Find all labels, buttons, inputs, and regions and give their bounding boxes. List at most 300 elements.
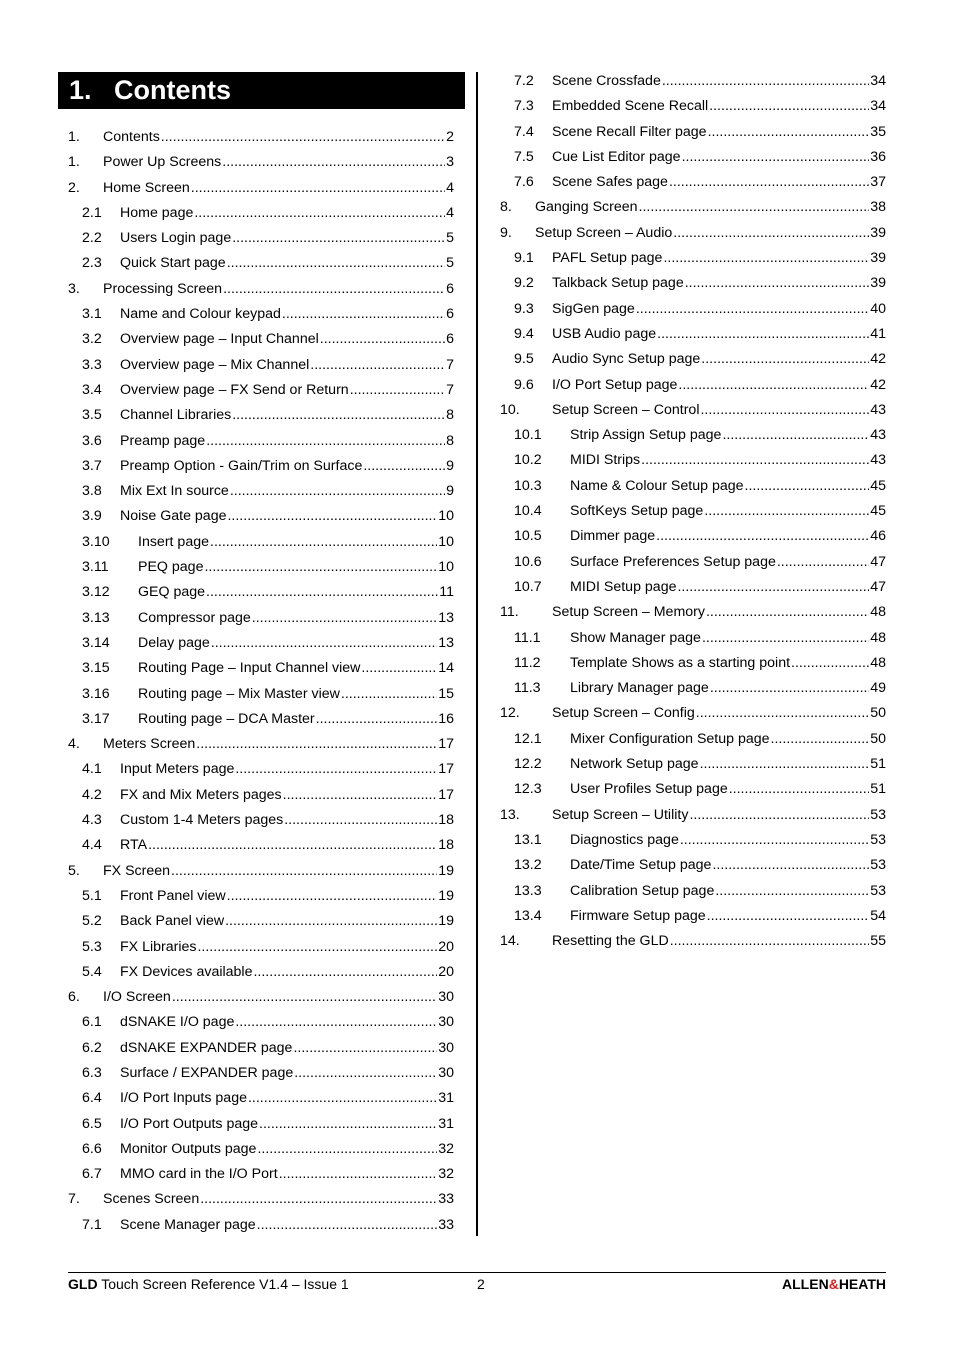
toc-entry-title: I/O Port Setup page [552, 376, 678, 393]
toc-dot-leader [662, 69, 869, 94]
toc-dot-leader [259, 1112, 437, 1137]
toc-entry-page: 48 [870, 629, 886, 646]
toc-entry[interactable] [68, 1086, 454, 1111]
toc-entry-page: 51 [870, 781, 886, 798]
toc-entry-title: Template Shows as a starting point [570, 654, 791, 671]
toc-entry[interactable] [500, 347, 886, 372]
toc-dot-leader [197, 935, 437, 960]
toc-entry-number: 6. [68, 989, 80, 1006]
toc-entry-title: Preamp Option - Gain/Trim on Surface [120, 457, 363, 474]
toc-entry-title: Channel Libraries [120, 407, 232, 424]
toc-entry-number: 2.3 [82, 255, 102, 272]
toc-entry-leader-line [103, 176, 454, 201]
toc-entry-leader-line [570, 524, 886, 549]
toc-entry[interactable] [500, 398, 886, 423]
toc-entry[interactable] [68, 732, 454, 757]
toc-entry-page: 8 [446, 432, 454, 449]
toc-entry-number: 10.3 [514, 477, 542, 494]
toc-entry-title: Firmware Setup page [570, 907, 706, 924]
toc-entry-leader-line [120, 833, 454, 858]
toc-entry-title: User Profiles Setup page [570, 781, 728, 798]
toc-entry[interactable] [68, 176, 454, 201]
toc-entry-number: 4.4 [82, 837, 102, 854]
toc-entry-leader-line [120, 327, 454, 352]
toc-entry-leader-line [535, 195, 886, 220]
toc-dot-leader [361, 656, 437, 681]
toc-entry-leader-line [138, 682, 454, 707]
heading-title: Contents [114, 75, 231, 105]
footer-page-number: 2 [477, 1276, 485, 1292]
toc-entry-leader-line [570, 879, 886, 904]
contents-heading [58, 72, 465, 109]
toc-entry-title: FX Screen [103, 862, 171, 879]
toc-entry-page: 50 [870, 730, 886, 747]
toc-dot-leader [673, 221, 869, 246]
toc-entry-number: 3. [68, 280, 80, 297]
toc-entry-leader-line [120, 454, 454, 479]
toc-entry[interactable] [500, 676, 886, 701]
toc-entry-title: Custom 1-4 Meters pages [120, 812, 284, 829]
toc-dot-leader [232, 226, 445, 251]
toc-entry-title: Quick Start page [120, 255, 226, 272]
toc-entry[interactable] [500, 474, 886, 499]
toc-entry[interactable] [500, 904, 886, 929]
toc-entry-number: 8. [500, 199, 512, 216]
toc-entry[interactable] [500, 803, 886, 828]
toc-entry[interactable] [68, 682, 454, 707]
toc-entry[interactable] [68, 353, 454, 378]
toc-entry[interactable] [68, 859, 454, 884]
toc-entry[interactable] [500, 246, 886, 271]
toc-entry-title: Monitor Outputs page [120, 1140, 257, 1157]
toc-entry-leader-line [103, 277, 454, 302]
toc-entry-page: 35 [870, 123, 886, 140]
toc-dot-leader [771, 727, 870, 752]
toc-entry-title: Library Manager page [570, 680, 709, 697]
toc-entry-page: 53 [870, 806, 886, 823]
toc-entry[interactable] [68, 530, 454, 555]
toc-dot-leader [682, 145, 870, 170]
toc-entry[interactable] [68, 201, 454, 226]
toc-entry[interactable] [68, 580, 454, 605]
toc-entry-title: PAFL Setup page [552, 250, 663, 267]
toc-entry[interactable] [500, 145, 886, 170]
toc-entry-title: dSNAKE EXPANDER page [120, 1039, 293, 1056]
toc-entry[interactable] [500, 170, 886, 195]
toc-entry[interactable] [68, 606, 454, 631]
toc-entry[interactable] [68, 277, 454, 302]
toc-entry[interactable] [68, 631, 454, 656]
toc-entry[interactable] [68, 935, 454, 960]
toc-entry-title: Front Panel view [120, 887, 226, 904]
toc-entry-leader-line [552, 322, 886, 347]
toc-entry[interactable] [500, 499, 886, 524]
toc-entry[interactable] [500, 373, 886, 398]
toc-entry-number: 7.5 [514, 148, 534, 165]
toc-entry-page: 13 [438, 609, 454, 626]
toc-entry[interactable] [500, 777, 886, 802]
toc-entry-page: 19 [438, 887, 454, 904]
toc-entry-title: Calibration Setup page [570, 882, 715, 899]
toc-entry-leader-line [570, 777, 886, 802]
toc-entry[interactable] [68, 1187, 454, 1212]
toc-entry-leader-line [138, 631, 454, 656]
toc-entry-title: Delay page [138, 634, 210, 651]
toc-entry-title: Resetting the GLD [552, 933, 669, 950]
toc-entry[interactable] [68, 1112, 454, 1137]
toc-dot-leader [211, 631, 437, 656]
toc-entry-page: 17 [438, 761, 454, 778]
toc-entry-leader-line [552, 69, 886, 94]
toc-entry-number: 9.3 [514, 300, 534, 317]
toc-entry-title: I/O Screen [103, 989, 171, 1006]
toc-entry[interactable] [68, 757, 454, 782]
toc-entry[interactable] [500, 195, 886, 220]
toc-dot-leader [656, 524, 869, 549]
toc-entry-number: 11. [500, 604, 519, 621]
toc-entry-page: 34 [870, 98, 886, 115]
toc-entry-number: 3.2 [82, 331, 102, 348]
toc-entry-page: 10 [438, 508, 454, 525]
toc-entry[interactable] [68, 251, 454, 276]
toc-entry-leader-line [120, 1086, 454, 1111]
toc-entry[interactable] [68, 960, 454, 985]
toc-entry[interactable] [500, 221, 886, 246]
toc-entry-title: USB Audio page [552, 325, 657, 342]
toc-entry-page: 20 [438, 963, 454, 980]
toc-entry-leader-line [120, 429, 454, 454]
toc-dot-leader [210, 530, 437, 555]
footer-brand-logo [782, 1276, 886, 1292]
toc-entry[interactable] [500, 271, 886, 296]
toc-dot-leader [257, 1137, 437, 1162]
toc-entry[interactable] [68, 1137, 454, 1162]
toc-entry[interactable] [500, 448, 886, 473]
toc-entry-page: 55 [870, 933, 886, 950]
toc-entry[interactable] [500, 828, 886, 853]
toc-entry[interactable] [68, 833, 454, 858]
toc-dot-leader [685, 271, 870, 296]
toc-dot-leader [709, 94, 869, 119]
toc-entry-leader-line [138, 707, 454, 732]
toc-entry-page: 31 [438, 1090, 454, 1107]
toc-entry[interactable] [500, 651, 886, 676]
toc-entry-title: Overview page – Mix Channel [120, 356, 310, 373]
toc-entry-number: 5.3 [82, 938, 102, 955]
toc-entry-page: 9 [446, 457, 454, 474]
toc-entry-page: 36 [870, 148, 886, 165]
toc-entry-number: 3.9 [82, 508, 102, 525]
toc-entry[interactable] [68, 327, 454, 352]
toc-dot-leader [257, 1213, 438, 1238]
toc-dot-leader [206, 580, 438, 605]
toc-dot-leader [669, 170, 869, 195]
toc-entry-number: 6.1 [82, 1014, 102, 1031]
toc-entry-page: 47 [870, 578, 886, 595]
toc-entry-number: 9.1 [514, 250, 534, 267]
toc-entry-page: 39 [870, 275, 886, 292]
toc-entry-number: 13.2 [514, 857, 542, 874]
toc-entry-title: Audio Sync Setup page [552, 351, 701, 368]
toc-entry-page: 11 [439, 584, 454, 601]
toc-entry-title: Setup Screen – Control [552, 401, 700, 418]
toc-entry-leader-line [570, 575, 886, 600]
toc-entry-title: MIDI Setup page [570, 578, 677, 595]
toc-dot-leader [227, 504, 437, 529]
toc-entry[interactable] [500, 879, 886, 904]
toc-entry-number: 9.2 [514, 275, 534, 292]
toc-entry-number: 6.2 [82, 1039, 102, 1056]
toc-entry[interactable] [500, 322, 886, 347]
brand-heath: HEATH [838, 1276, 886, 1292]
toc-dot-leader [253, 960, 437, 985]
toc-dot-leader [235, 757, 437, 782]
toc-entry-number: 3.13 [82, 609, 110, 626]
toc-entry-title: Show Manager page [570, 629, 701, 646]
toc-entry[interactable] [500, 727, 886, 752]
toc-entry-page: 8 [446, 407, 454, 424]
toc-entry-number: 6.6 [82, 1140, 102, 1157]
toc-entry[interactable] [68, 479, 454, 504]
toc-entry[interactable] [68, 985, 454, 1010]
toc-entry[interactable] [68, 884, 454, 909]
toc-entry-title: Overview page – FX Send or Return [120, 381, 349, 398]
toc-entry-number: 6.3 [82, 1064, 102, 1081]
toc-entry-page: 5 [446, 255, 454, 272]
toc-entry-page: 54 [870, 907, 886, 924]
toc-entry-title: Insert page [138, 533, 209, 550]
toc-entry-title: Routing Page – Input Channel view [138, 660, 361, 677]
toc-entry[interactable] [68, 1036, 454, 1061]
toc-entry-number: 12.2 [514, 756, 542, 773]
toc-entry-leader-line [552, 271, 886, 296]
toc-entry-title: Strip Assign Setup page [570, 427, 722, 444]
toc-dot-leader [678, 373, 869, 398]
toc-dot-leader [777, 550, 869, 575]
toc-entry-number: 6.4 [82, 1090, 102, 1107]
toc-entry-page: 43 [870, 401, 886, 418]
toc-entry-number: 5.1 [82, 887, 102, 904]
toc-dot-leader [293, 1036, 437, 1061]
toc-dot-leader [230, 479, 445, 504]
toc-entry-leader-line [120, 1061, 454, 1086]
toc-dot-leader [700, 752, 870, 777]
toc-entry[interactable] [500, 752, 886, 777]
toc-entry-number: 9.6 [514, 376, 534, 393]
toc-entry-title: Compressor page [138, 609, 251, 626]
toc-entry[interactable] [68, 783, 454, 808]
toc-entry[interactable] [68, 378, 454, 403]
toc-entry-title: Scenes Screen [103, 1191, 200, 1208]
toc-entry-leader-line [120, 226, 454, 251]
toc-dot-leader [641, 448, 869, 473]
toc-entry[interactable] [500, 853, 886, 878]
toc-entry-title: Users Login page [120, 230, 232, 247]
toc-entry[interactable] [68, 454, 454, 479]
toc-entry-page: 16 [438, 710, 454, 727]
toc-entry-leader-line [552, 373, 886, 398]
toc-entry-number: 10. [500, 401, 520, 418]
toc-dot-leader [363, 454, 445, 479]
toc-entry-leader-line [570, 626, 886, 651]
toc-entry[interactable] [68, 403, 454, 428]
toc-entry[interactable] [500, 120, 886, 145]
toc-entry-title: Surface Preferences Setup page [570, 553, 776, 570]
toc-entry-leader-line [570, 676, 886, 701]
toc-entry[interactable] [500, 94, 886, 119]
toc-entry[interactable] [68, 707, 454, 732]
toc-entry[interactable] [500, 423, 886, 448]
toc-entry[interactable] [68, 1010, 454, 1035]
toc-dot-leader [729, 777, 869, 802]
toc-entry-number: 3.6 [82, 432, 102, 449]
toc-entry-leader-line [120, 302, 454, 327]
toc-entry-number: 12. [500, 705, 520, 722]
toc-entry-leader-line [570, 448, 886, 473]
toc-entry-number: 3.1 [82, 306, 102, 323]
toc-entry-leader-line [552, 94, 886, 119]
toc-entry-page: 13 [438, 634, 454, 651]
toc-entry[interactable] [500, 600, 886, 625]
toc-entry-number: 14. [500, 933, 520, 950]
toc-entry-title: PEQ page [138, 559, 204, 576]
toc-entry-number: 13. [500, 806, 520, 823]
toc-entry-leader-line [120, 960, 454, 985]
footer-doc-rest: Touch Screen Reference V1.4 – Issue 1 [97, 1276, 349, 1292]
toc-entry-page: 9 [446, 483, 454, 500]
toc-entry-number: 7. [68, 1191, 80, 1208]
toc-entry[interactable] [68, 656, 454, 681]
toc-entry-leader-line [120, 757, 454, 782]
toc-entry-number: 3.15 [82, 660, 110, 677]
toc-dot-leader [350, 378, 445, 403]
toc-entry-leader-line [103, 859, 454, 884]
toc-entry-number: 4.1 [82, 761, 102, 778]
toc-entry-title: Name and Colour keypad [120, 306, 281, 323]
column-divider [476, 72, 478, 1236]
toc-dot-leader [745, 474, 870, 499]
toc-entry[interactable] [68, 125, 454, 150]
toc-entry-title: Embedded Scene Recall [552, 98, 709, 115]
toc-entry-title: Ganging Screen [535, 199, 638, 216]
toc-entry[interactable] [500, 550, 886, 575]
toc-entry[interactable] [68, 1061, 454, 1086]
toc-entry-title: Routing page – DCA Master [138, 710, 315, 727]
toc-entry-leader-line [120, 884, 454, 909]
toc-entry-leader-line [570, 904, 886, 929]
toc-entry-number: 12.1 [514, 730, 542, 747]
toc-entry-title: MIDI Strips [570, 452, 641, 469]
toc-entry-page: 46 [870, 528, 886, 545]
toc-entry[interactable] [68, 429, 454, 454]
toc-entry-title: Surface / EXPANDER page [120, 1064, 294, 1081]
toc-entry-leader-line [552, 347, 886, 372]
toc-entry-page: 33 [438, 1191, 454, 1208]
toc-entry-number: 3.7 [82, 457, 102, 474]
toc-entry[interactable] [500, 929, 886, 954]
toc-dot-leader [235, 1010, 437, 1035]
toc-entry-page: 14 [438, 660, 454, 677]
toc-entry-title: Talkback Setup page [552, 275, 684, 292]
toc-entry-title: I/O Port Outputs page [120, 1115, 259, 1132]
toc-entry-page: 17 [438, 786, 454, 803]
toc-entry[interactable] [500, 626, 886, 651]
toc-dot-leader [701, 347, 869, 372]
toc-entry-page: 4 [446, 179, 454, 196]
toc-entry-number: 13.3 [514, 882, 542, 899]
toc-entry[interactable] [500, 524, 886, 549]
toc-entry[interactable] [68, 1162, 454, 1187]
toc-dot-leader [702, 626, 869, 651]
toc-entry-leader-line [120, 403, 454, 428]
toc-entry-page: 37 [870, 174, 886, 191]
toc-entry-title: Noise Gate page [120, 508, 227, 525]
toc-entry-number: 7.3 [514, 98, 534, 115]
toc-entry-title: Back Panel view [120, 913, 225, 930]
toc-entry-title: RTA [120, 837, 148, 854]
toc-entry-number: 13.4 [514, 907, 542, 924]
toc-entry-number: 10.2 [514, 452, 542, 469]
toc-entry-number: 6.7 [82, 1166, 102, 1183]
toc-entry-leader-line [138, 530, 454, 555]
toc-entry-page: 42 [870, 351, 886, 368]
toc-entry-leader-line [138, 606, 454, 631]
toc-dot-leader [341, 682, 437, 707]
toc-entry[interactable] [68, 1213, 454, 1238]
toc-entry[interactable] [500, 297, 886, 322]
toc-entry[interactable] [68, 504, 454, 529]
toc-entry-page: 5 [446, 230, 454, 247]
toc-entry-leader-line [120, 504, 454, 529]
toc-entry-number: 3.8 [82, 483, 102, 500]
toc-entry[interactable] [68, 808, 454, 833]
toc-entry[interactable] [68, 226, 454, 251]
toc-dot-leader [320, 327, 445, 352]
brand-ampersand: & [828, 1276, 839, 1292]
toc-entry-title: Power Up Screens [103, 154, 222, 171]
toc-entry[interactable] [500, 701, 886, 726]
toc-entry-page: 40 [870, 300, 886, 317]
toc-entry[interactable] [68, 302, 454, 327]
toc-entry[interactable] [500, 575, 886, 600]
toc-entry-title: FX and Mix Meters pages [120, 786, 282, 803]
toc-dot-leader [712, 853, 869, 878]
toc-entry-leader-line [120, 1036, 454, 1061]
toc-entry-title: MMO card in the I/O Port [120, 1166, 278, 1183]
toc-dot-leader [227, 884, 438, 909]
toc-entry-page: 45 [870, 503, 886, 520]
toc-dot-leader [252, 606, 437, 631]
toc-entry-page: 6 [446, 306, 454, 323]
toc-dot-leader [715, 879, 869, 904]
toc-entry-number: 10.1 [514, 427, 542, 444]
toc-dot-leader [791, 651, 869, 676]
toc-dot-leader [657, 322, 869, 347]
toc-dot-leader [294, 1061, 437, 1086]
toc-entry-title: Contents [103, 129, 160, 145]
toc-dot-leader [706, 600, 869, 625]
toc-entry-leader-line [120, 1112, 454, 1137]
toc-entry[interactable] [68, 909, 454, 934]
toc-entry-leader-line [120, 479, 454, 504]
toc-entry[interactable] [500, 69, 886, 94]
toc-entry[interactable] [68, 555, 454, 580]
toc-entry[interactable] [68, 150, 454, 175]
toc-entry-leader-line [570, 752, 886, 777]
toc-dot-leader [227, 251, 445, 276]
toc-entry-number: 5.2 [82, 913, 102, 930]
toc-entry-leader-line [552, 929, 886, 954]
